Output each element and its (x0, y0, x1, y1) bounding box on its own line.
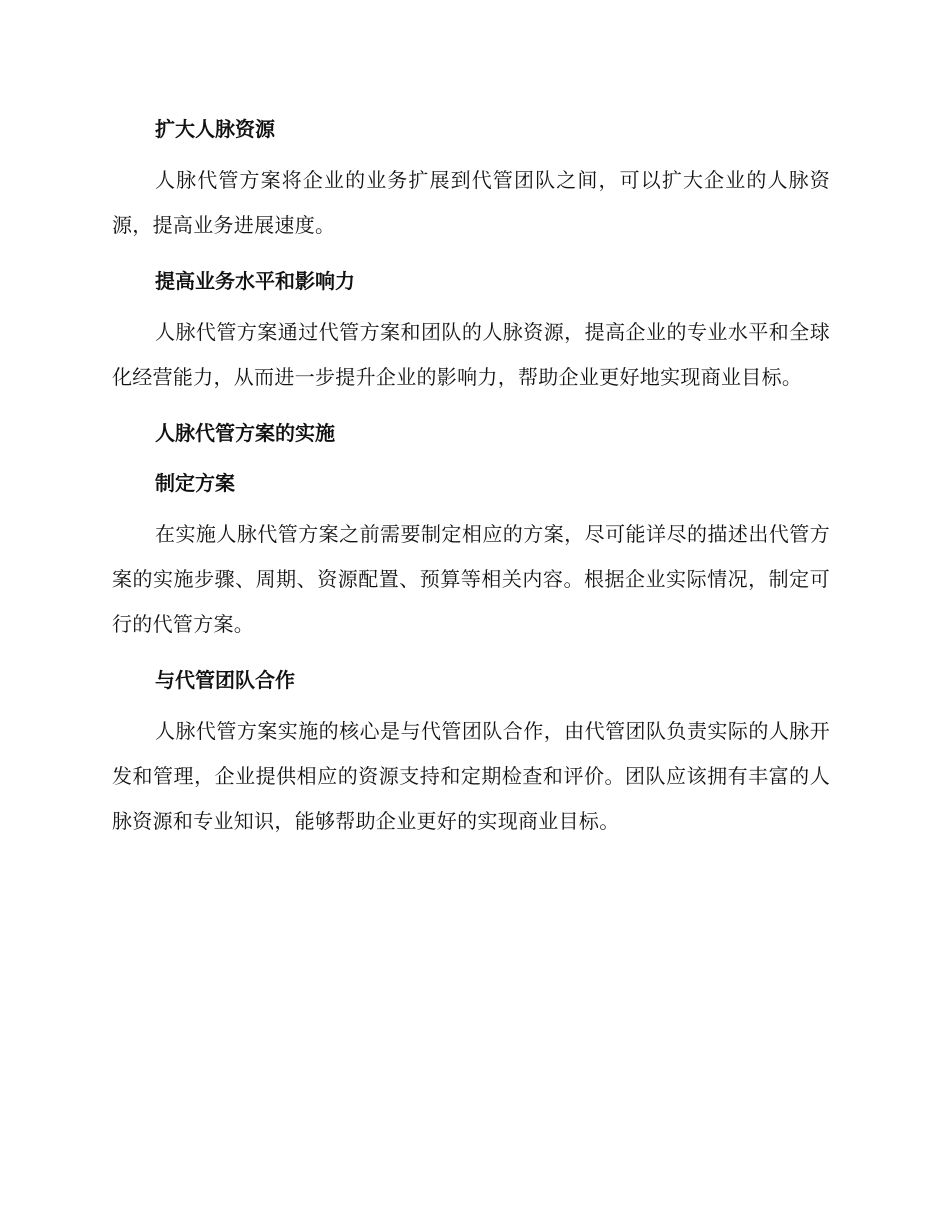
paragraph-team-cooperation: 人脉代管方案实施的核心是与代管团队合作，由代管团队负责实际的人脉开发和管理，企业提供相应的资源支持和定期检查和评价。团队应该拥有丰富的人脉资源和专业知识，能够帮助企业更好的实现商业目标。 (112, 719, 830, 833)
section-heading-make-plan: 制定方案 (155, 471, 235, 495)
section-heading-team-cooperation: 与代管团队合作 (155, 668, 295, 692)
paragraph-expand-network: 人脉代管方案将企业的业务扩展到代管团队之间，可以扩大企业的人脉资源，提高业务进展速度。 (112, 168, 830, 237)
section-heading-expand-network: 扩大人脉资源 (155, 117, 275, 141)
section-heading-implementation: 人脉代管方案的实施 (155, 421, 335, 445)
document-page (112, 112, 830, 844)
paragraph-make-plan: 在实施人脉代管方案之前需要制定相应的方案，尽可能详尽的描述出代管方案的实施步骤、周期、资源配置、预算等相关内容。根据企业实际情况，制定可行的代管方案。 (112, 522, 830, 636)
paragraph-business-influence: 人脉代管方案通过代管方案和团队的人脉资源，提高企业的专业水平和全球化经营能力，从而进一步提升企业的影响力，帮助企业更好地实现商业目标。 (112, 320, 830, 389)
section-heading-business-influence: 提高业务水平和影响力 (155, 269, 355, 293)
